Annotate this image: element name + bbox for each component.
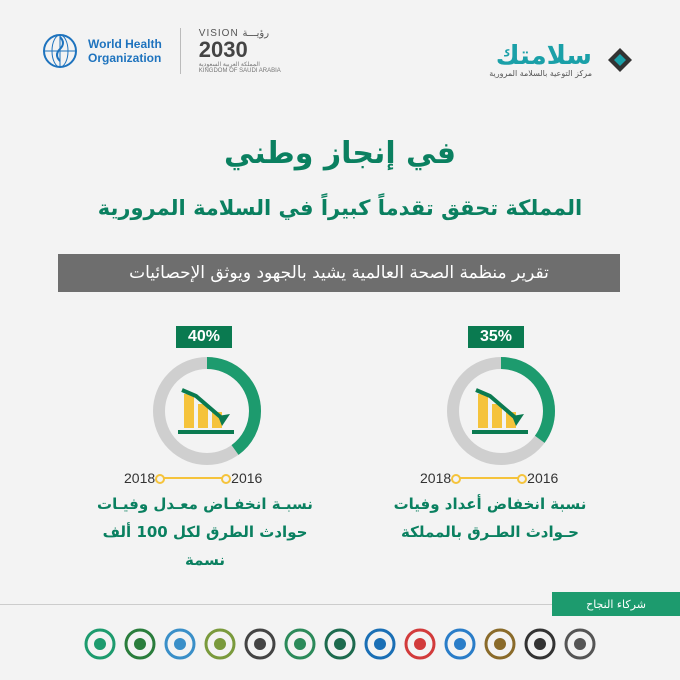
timeline-line-left — [161, 477, 225, 479]
year-2016-left: 2016 — [231, 470, 263, 486]
years-left — [124, 470, 262, 486]
traffic-logo — [480, 624, 520, 664]
security-logo — [520, 624, 560, 664]
vision-2030-logo — [199, 28, 281, 74]
years-right — [420, 470, 558, 486]
public-transport-authority-logo — [440, 624, 480, 664]
stat-desc-right — [380, 490, 600, 546]
who-line2: Organization — [88, 51, 162, 65]
red-crescent-logo — [400, 624, 440, 664]
stat-desc-left — [90, 490, 320, 574]
salamtak-tagline: مركز التوعية بالسلامة المرورية — [489, 68, 592, 78]
who-line1: World Health — [88, 37, 162, 51]
percent-badge-right: 35% — [468, 326, 524, 348]
declining-bars-icon — [472, 390, 528, 432]
education-logo — [280, 624, 320, 664]
headline-subtitle: المملكة تحقق تقدماً كبيراً في السلامة المرورية — [97, 196, 583, 220]
percent-badge-left: 40% — [176, 326, 232, 348]
interior-ministry-logo — [320, 624, 360, 664]
vision-ar: المملكة العربية السعودية — [198, 62, 260, 68]
vision-top: VISION رؤيـــة — [198, 28, 270, 39]
saso-logo — [360, 624, 400, 664]
year-2018-left: 2018 — [124, 470, 156, 486]
stat-desc-right-line1: نسبة انخفاض أعداد وفيات — [393, 495, 587, 513]
report-banner: تقرير منظمة الصحة العالمية يشيد بالجهود ويوثق الإحصائيات — [58, 254, 620, 292]
year-2018-right: 2018 — [420, 470, 452, 486]
partners-divider — [0, 604, 560, 605]
salamtak-logo — [489, 40, 640, 80]
transport-ministry-logo — [120, 624, 160, 664]
donut-chart-left — [152, 356, 262, 466]
timeline-line-right — [457, 477, 521, 479]
saudi-health-ministry-logo — [80, 624, 120, 664]
donut-chart-right — [446, 356, 556, 466]
vision-en: KINGDOM OF SAUDI ARABIA — [198, 68, 281, 74]
year-2016-right: 2016 — [527, 470, 559, 486]
stat-desc-left-line2: حوادث الطرق لكل 100 ألف نسمة — [102, 523, 308, 569]
stat-desc-left-line1: نسبـة انخفـاض معـدل وفيـات — [97, 495, 313, 513]
header-divider — [180, 28, 181, 74]
partners-label: شركاء النجاح — [552, 592, 680, 616]
declining-bars-icon — [178, 390, 234, 432]
salamtak-name: سلامتك — [495, 40, 592, 71]
vision-year: 2030 — [198, 37, 248, 62]
police-logo — [560, 624, 600, 664]
health-ministry-logo — [200, 624, 240, 664]
transport-ministry-logo-2 — [240, 624, 280, 664]
road-sign-icon — [600, 40, 640, 80]
who-emblem-icon — [40, 31, 80, 71]
stat-desc-right-line2: حـوادث الطـرق بالمملكة — [401, 523, 579, 541]
partners-logos — [80, 622, 600, 666]
who-logo — [40, 28, 281, 74]
headline-title: في إنجاز وطني — [223, 136, 457, 171]
education-ministry-logo — [160, 624, 200, 664]
